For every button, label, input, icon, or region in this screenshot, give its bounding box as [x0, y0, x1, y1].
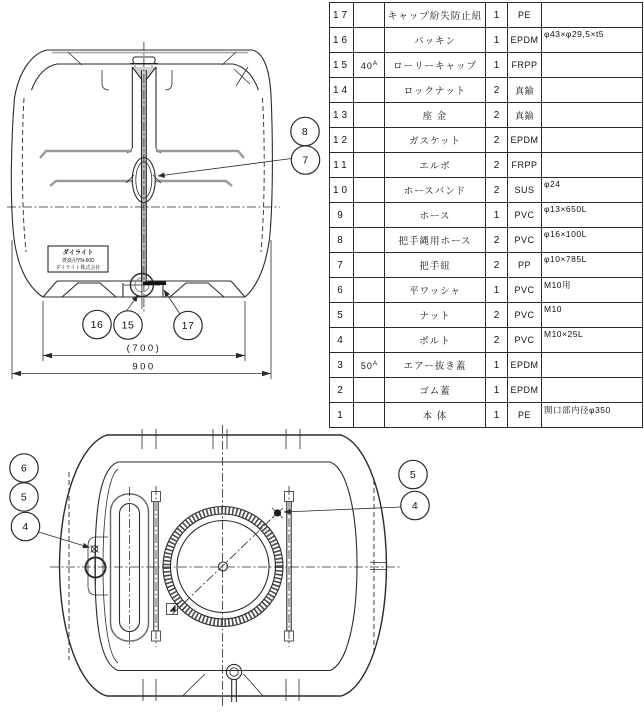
rolly-cap [163, 507, 283, 627]
table-row [330, 53, 643, 78]
right-bolt [274, 509, 281, 516]
cell-col-name: ナット [385, 303, 486, 328]
svg-text:15: 15 [121, 319, 135, 332]
cell-col-size [354, 278, 385, 303]
table-row [330, 303, 643, 328]
cell-col-name: ホース [385, 203, 486, 228]
plate-model: 農薬用YN-600 [62, 258, 94, 264]
cell-col-qty: 1 [486, 403, 508, 428]
leader-right-4 [284, 507, 401, 512]
cell-col-name: 把手紐 [385, 253, 486, 278]
cell-col-size [354, 153, 385, 178]
parts-table-body [330, 3, 643, 428]
cell-col-no: 7 [330, 253, 354, 278]
rib-ticks-top [142, 429, 300, 449]
cell-col-remarks: φ16×100L [542, 228, 643, 253]
table-row [330, 403, 643, 428]
cell-col-no: 16 [330, 28, 354, 53]
balloon-8 [291, 117, 319, 145]
cell-col-material: PVC [508, 203, 542, 228]
cross-mark [234, 67, 250, 86]
cell-col-no: 14 [330, 78, 354, 103]
svg-text:900: 900 [132, 361, 156, 373]
cell-col-remarks: φ24 [542, 178, 643, 203]
front-view [7, 42, 320, 379]
cell-col-no: 12 [330, 128, 354, 153]
cell-col-name: ゴム蓋 [385, 378, 486, 403]
balloon-7 [291, 146, 319, 174]
cell-col-no: 5 [330, 303, 354, 328]
cell-col-qty: 2 [486, 103, 508, 128]
cell-col-name: 座 金 [385, 103, 486, 128]
cell-col-qty: 2 [486, 328, 508, 353]
balloon-plan-right-5 [399, 460, 427, 488]
cell-col-remarks [542, 128, 643, 153]
cell-col-material: FRPP [508, 53, 542, 78]
leader-left-4 [39, 532, 90, 548]
cell-col-qty: 2 [486, 78, 508, 103]
svg-text:5: 5 [409, 469, 417, 482]
cell-col-qty: 1 [486, 278, 508, 303]
cell-col-material: PVC [508, 228, 542, 253]
table-row [330, 253, 643, 278]
svg-text:17: 17 [181, 320, 195, 333]
cell-col-name: ローリーキャップ [385, 53, 486, 78]
svg-text:5: 5 [20, 491, 28, 504]
cell-col-material: SUS [508, 178, 542, 203]
balloon-16 [83, 310, 111, 338]
cell-col-qty: 1 [486, 53, 508, 78]
svg-text:(700): (700) [126, 343, 162, 354]
balloon-plan-left-5 [10, 483, 38, 511]
cell-col-size [354, 128, 385, 153]
cell-col-material: EPDM [508, 353, 542, 378]
cell-col-material: PE [508, 403, 542, 428]
cell-col-size [354, 78, 385, 103]
balloon-plan-right-4 [401, 491, 429, 519]
cell-col-qty: 2 [486, 303, 508, 328]
table-row [330, 128, 643, 153]
svg-text:4: 4 [22, 521, 29, 534]
cell-col-material: EPDM [508, 28, 542, 53]
cell-col-remarks: φ13×650L [542, 203, 643, 228]
cell-col-size [354, 328, 385, 353]
cell-col-remarks: M10用 [542, 278, 643, 303]
table-row [330, 78, 643, 103]
balloon-plan-left-4 [11, 512, 39, 540]
svg-text:8: 8 [301, 126, 309, 139]
cell-col-size [354, 228, 385, 253]
balloon-15 [114, 311, 142, 339]
cell-col-material: 真鍮 [508, 103, 542, 128]
cell-col-remarks: M10 [542, 303, 643, 328]
cell-col-name: エルボ [385, 153, 486, 178]
table-row [330, 328, 643, 353]
cell-col-name: ガスケット [385, 128, 486, 153]
cell-col-no: 15 [330, 53, 354, 78]
table-row [330, 203, 643, 228]
cell-col-qty: 1 [486, 353, 508, 378]
table-row [330, 278, 643, 303]
cell-col-size [354, 253, 385, 278]
cell-col-remarks [542, 103, 643, 128]
cell-col-material: FRPP [508, 153, 542, 178]
cell-col-name: キャップ紛失防止紐 [385, 3, 486, 28]
cell-col-remarks [542, 153, 643, 178]
cell-col-name: 平ワッシャ [385, 278, 486, 303]
cell-col-no: 6 [330, 278, 354, 303]
cell-col-remarks: φ10×785L [542, 253, 643, 278]
cell-col-size [354, 203, 385, 228]
svg-text:6: 6 [20, 462, 28, 475]
cell-col-remarks: 開口部内径φ350 [542, 403, 643, 428]
cell-col-size [354, 378, 385, 403]
cell-col-remarks [542, 3, 643, 28]
cell-col-size: $40^A$ [354, 53, 385, 78]
cell-col-no: 1 [330, 403, 354, 428]
cell-col-material: 真鍮 [508, 78, 542, 103]
cell-col-material: EPDM [508, 378, 542, 403]
table-row [330, 3, 643, 28]
cell-col-name: パッキン [385, 28, 486, 53]
cell-col-size [354, 303, 385, 328]
cell-col-material: EPDM [508, 128, 542, 153]
cell-col-name: 本 体 [385, 403, 486, 428]
cell-col-qty: 2 [486, 178, 508, 203]
cell-col-no: 10 [330, 178, 354, 203]
cell-col-size [354, 28, 385, 53]
cell-col-size [354, 403, 385, 428]
leader-17 [164, 290, 180, 314]
cell-col-remarks [542, 378, 643, 403]
rib-ticks-bottom [143, 679, 299, 701]
cell-col-remarks [542, 78, 643, 103]
table-row [330, 28, 643, 53]
cell-col-size: $50^A$ [354, 353, 385, 378]
cell-col-size [354, 103, 385, 128]
cell-col-remarks: M10×25L [542, 328, 643, 353]
leader-7 [158, 159, 292, 177]
cell-col-material: PVC [508, 278, 542, 303]
hose-bar-left [152, 486, 161, 647]
balloon-plan-6 [10, 454, 38, 482]
cell-col-no: 3 [330, 353, 354, 378]
maker-label-plate [48, 246, 108, 272]
balloon-17 [174, 311, 202, 339]
cell-col-remarks: φ43×φ29,5×t5 [542, 28, 643, 53]
table-row [330, 353, 643, 378]
cell-col-material: PVC [508, 328, 542, 353]
cell-col-qty: 2 [486, 128, 508, 153]
cell-col-material: PVC [508, 303, 542, 328]
cell-col-size [354, 3, 385, 28]
cell-col-no: 4 [330, 328, 354, 353]
cell-col-name: ボルト [385, 328, 486, 353]
cell-col-qty: 1 [486, 203, 508, 228]
cell-col-name: ロックナット [385, 78, 486, 103]
cell-col-qty: 2 [486, 153, 508, 178]
cell-col-qty: 2 [486, 228, 508, 253]
table-row [330, 228, 643, 253]
cell-col-material: PE [508, 3, 542, 28]
cell-col-material: PP [508, 253, 542, 278]
hose-bar-right [285, 486, 294, 647]
cell-col-qty: 1 [486, 28, 508, 53]
table-row [330, 178, 643, 203]
cell-col-no: 11 [330, 153, 354, 178]
plate-brand: ダイライト [62, 249, 94, 257]
cell-col-qty: 1 [486, 3, 508, 28]
table-row [330, 103, 643, 128]
cell-col-no: 8 [330, 228, 354, 253]
cell-col-name: 把手縄用ホース [385, 228, 486, 253]
parts-table [329, 2, 643, 428]
cell-col-name: ホースバンド [385, 178, 486, 203]
plan-view [10, 425, 429, 708]
cell-col-remarks [542, 53, 643, 78]
svg-text:16: 16 [90, 319, 104, 332]
table-row [330, 378, 643, 403]
cell-col-size [354, 178, 385, 203]
cell-col-remarks [542, 353, 643, 378]
plate-company: ダイライト株式会社 [55, 265, 101, 271]
cell-col-qty: 2 [486, 253, 508, 278]
cell-col-no: 13 [330, 103, 354, 128]
cell-col-no: 9 [330, 203, 354, 228]
svg-text:7: 7 [302, 154, 309, 167]
cell-col-no: 2 [330, 378, 354, 403]
cell-col-name: エアー抜き蓋 [385, 353, 486, 378]
svg-text:4: 4 [411, 500, 419, 513]
cell-col-no: 17 [330, 3, 354, 28]
cell-col-qty: 1 [486, 378, 508, 403]
table-row [330, 153, 643, 178]
